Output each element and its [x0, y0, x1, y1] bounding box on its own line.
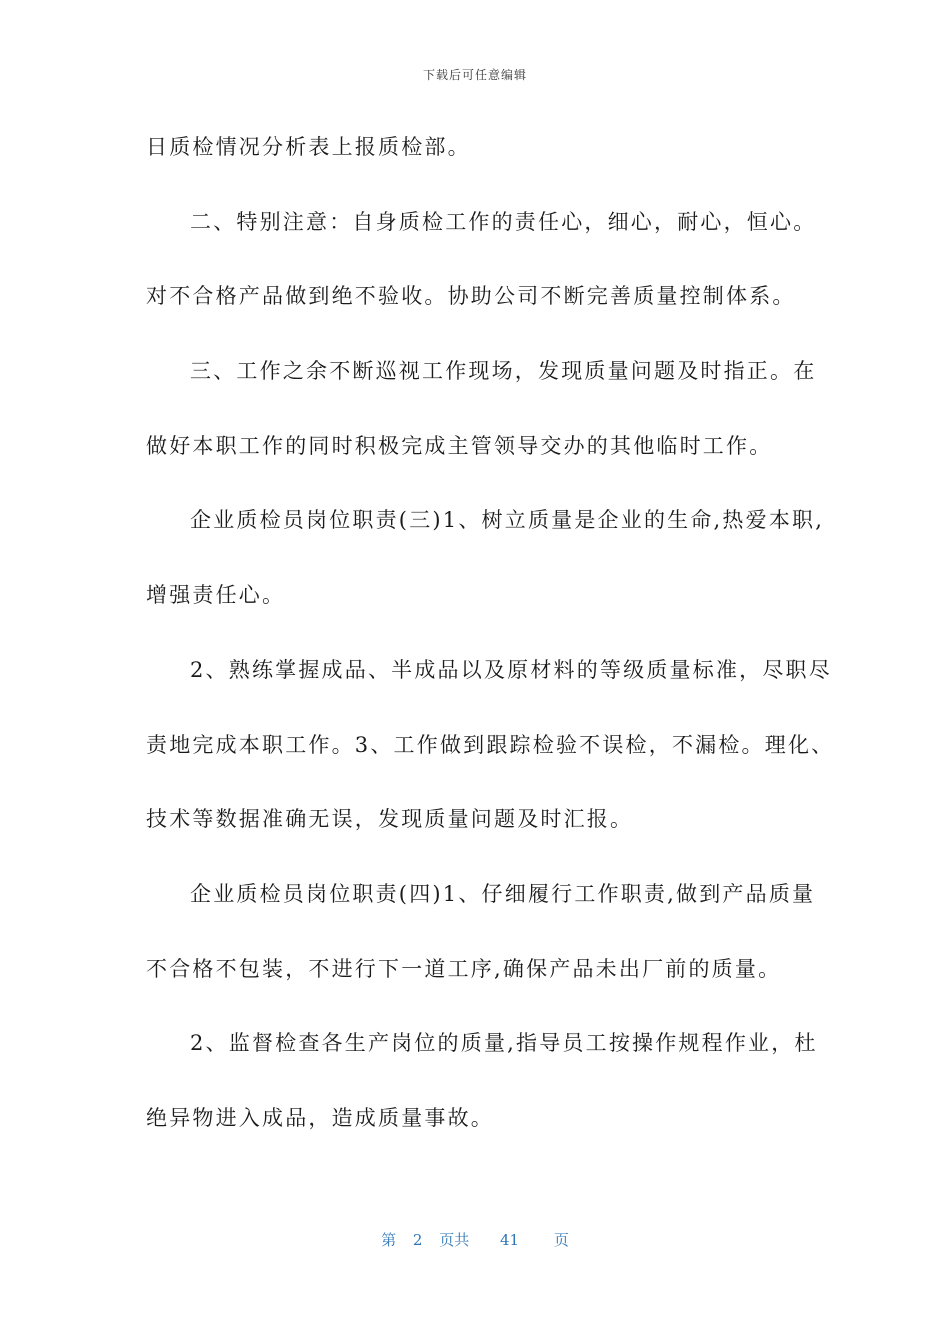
header-note: 下载后可任意编辑 [422, 68, 527, 82]
text-line: 对不合格产品做到绝不验收。协助公司不断完善质量控制体系。 [146, 284, 796, 309]
text-line: 日质检情况分析表上报质检部。 [146, 135, 471, 159]
text-line: 技术等数据准确无误，发现质量问题及时汇报。 [146, 807, 634, 832]
page-footer [0, 1229, 950, 1250]
document-body [146, 128, 835, 1174]
text-line: 2、熟练掌握成品、半成品以及原材料的等级质量标准，尽职尽 [190, 657, 832, 682]
footer-total-pages: 41 [500, 1231, 520, 1249]
text-line: 增强责任心。 [146, 583, 286, 608]
text-line: 三、工作之余不断巡视工作现场，发现质量问题及时指正。在 [190, 359, 817, 384]
footer-page-number: 2 [412, 1231, 423, 1249]
text-line: 不合格不包装，不进行下一道工序,确保产品未出厂前的质量。 [146, 956, 782, 981]
footer-prefix: 第 [381, 1231, 397, 1249]
footer-suffix: 页 [553, 1231, 569, 1249]
text-line: 2、监督检查各生产岗位的质量,指导员工按操作规程作业，杜 [190, 1031, 818, 1056]
text-line: 二、特别注意：自身质检工作的责任心，细心，耐心，恒心。 [190, 209, 817, 234]
text-line: 做好本职工作的同时积极完成主管领导交办的其他临时工作。 [146, 433, 773, 458]
text-line: 企业质检员岗位职责(三)1、树立质量是企业的生命,热爱本职, [190, 508, 825, 533]
text-line: 企业质检员岗位职责(四)1、仔细履行工作职责,做到产品质量 [190, 881, 816, 906]
text-line: 绝异物进入成品，造成质量事故。 [146, 1105, 494, 1130]
text-line: 责地完成本职工作。3、工作做到跟踪检验不误检，不漏检。理化、 [146, 732, 835, 757]
footer-middle: 页共 [439, 1231, 470, 1249]
